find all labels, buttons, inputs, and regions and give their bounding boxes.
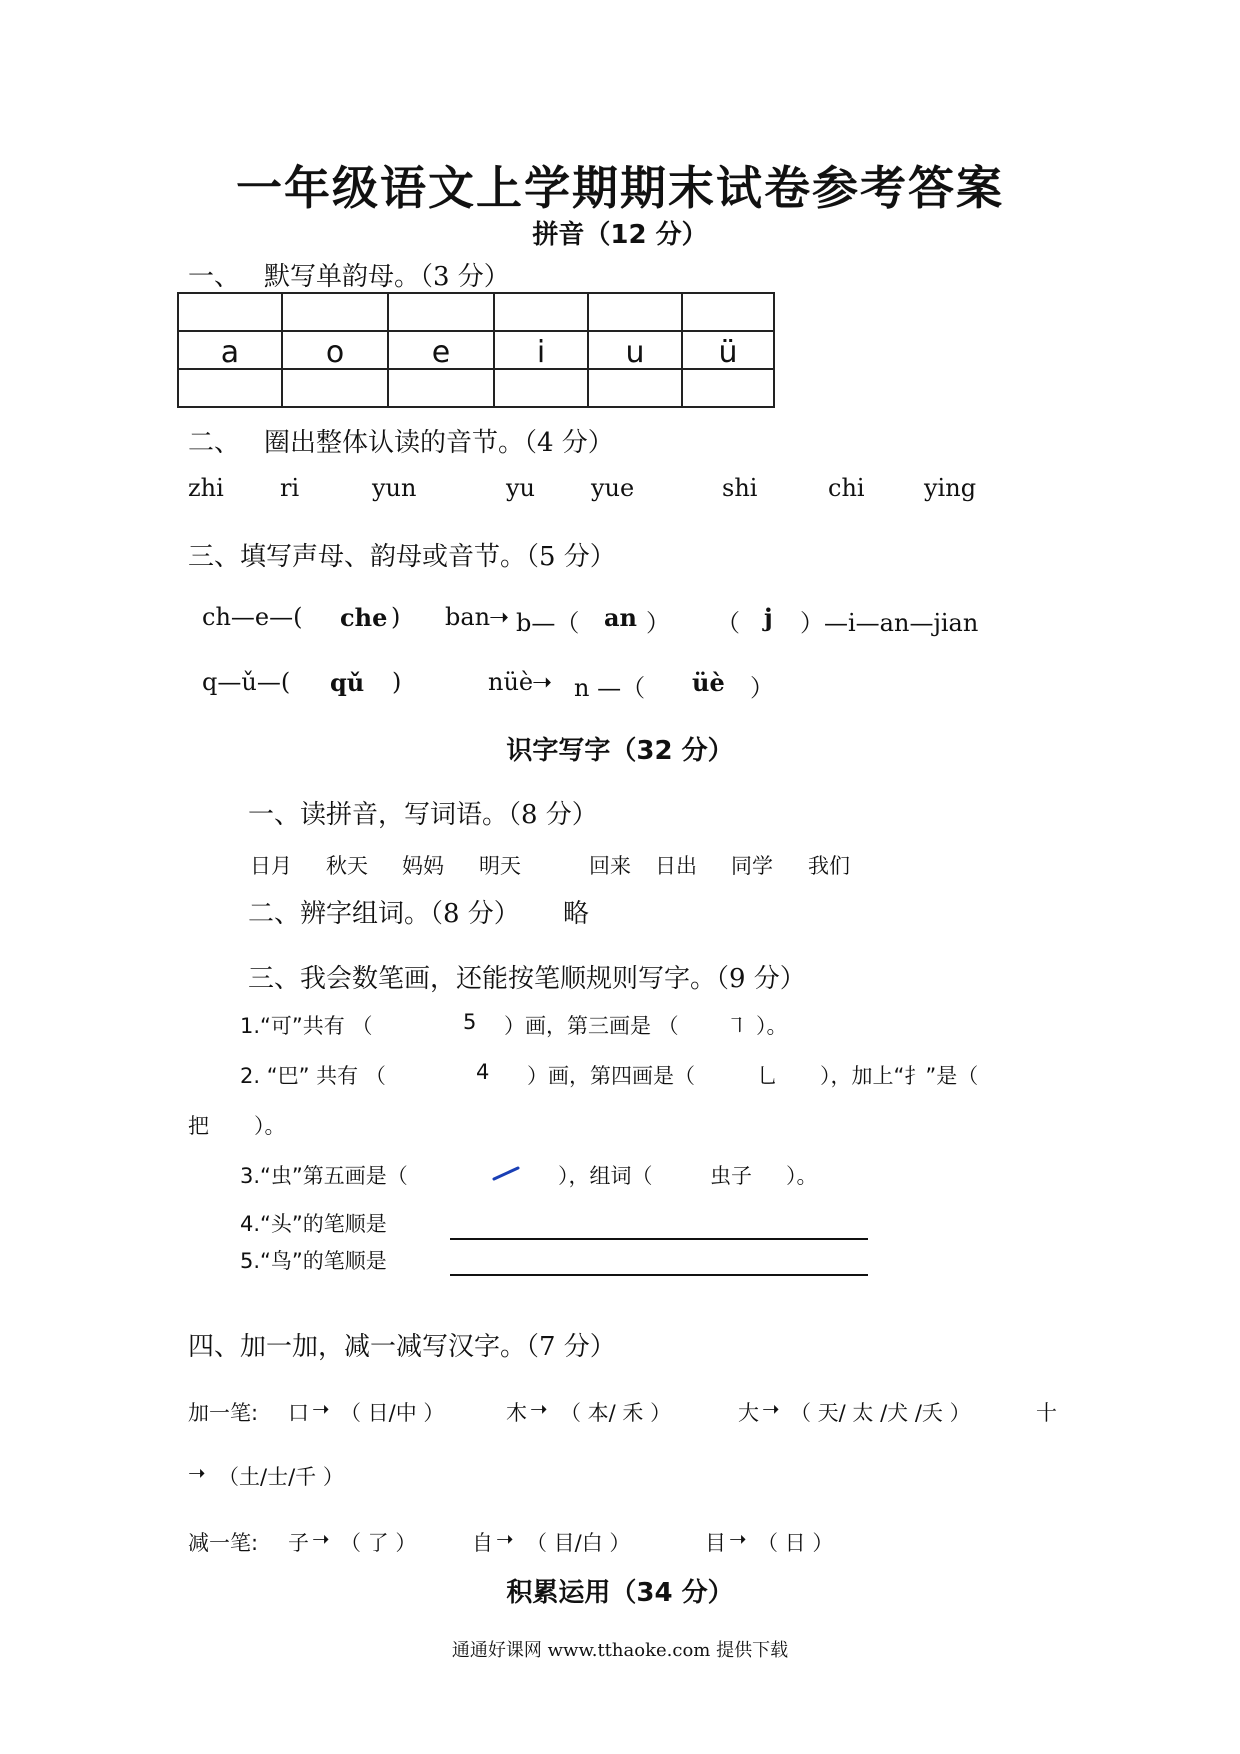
arrow-icon: ➝ <box>312 1397 330 1421</box>
stroke-question: 3.“虫”第五画是（ <box>240 1164 408 1188</box>
fill-answer: üè <box>692 668 725 697</box>
syllable: yu <box>506 474 536 502</box>
add-stroke-label: 加一笔: <box>188 1401 259 1425</box>
arrow-icon: ➝ <box>762 1397 780 1421</box>
stroke-question: ）。 <box>254 1114 286 1138</box>
question-label: 一、 <box>188 262 241 292</box>
fill-prompt: ） <box>750 674 774 702</box>
syllable: shi <box>722 474 758 502</box>
fill-prompt: b—（ <box>516 609 580 637</box>
fill-answer: an <box>604 603 637 632</box>
stroke-count: 4 <box>476 1060 490 1084</box>
char-answer: （ 日 ） <box>757 1531 834 1555</box>
fill-prompt: （ <box>716 609 740 637</box>
vowel-cell: i <box>494 331 588 369</box>
fill-prompt: q—ǔ—( <box>202 668 291 696</box>
word-answer: 同学 <box>731 854 773 878</box>
page-footer: 通通好课网 www.tthaoke.com 提供下载 <box>451 1640 789 1661</box>
char-answer: （ 目/白 ） <box>526 1531 631 1555</box>
fill-answer: che <box>340 603 388 632</box>
arrow-icon: ➝ <box>532 668 553 696</box>
arrow-icon: ➝ <box>489 603 510 631</box>
fill-prompt: ) <box>391 603 401 631</box>
vowel-grid <box>177 292 775 408</box>
source-char: 目 <box>705 1531 726 1555</box>
handwritten-stroke-mark <box>492 1163 522 1185</box>
vowel-cell: a <box>178 331 282 369</box>
source-char: 大 <box>738 1401 759 1425</box>
arrow-icon: ➝ <box>188 1461 206 1485</box>
question-text: 一、读拼音，写词语。（8 分） <box>248 800 598 830</box>
fill-prompt: nüè <box>488 668 534 696</box>
word-answer: 秋天 <box>326 854 368 878</box>
vowel-cell: u <box>588 331 682 369</box>
fill-answer: qǔ <box>330 668 365 697</box>
vowel-cell: o <box>282 331 388 369</box>
stroke-question: ），加上“扌”是（ <box>820 1064 979 1088</box>
syllable: ying <box>924 474 977 502</box>
source-char: 自 <box>472 1531 493 1555</box>
fill-answer: j <box>764 603 773 632</box>
question-text: 三、我会数笔画，还能按笔顺规则写字。（9 分） <box>248 964 806 994</box>
char-answer: （ 了 ） <box>340 1531 417 1555</box>
source-char: 木 <box>506 1401 527 1425</box>
section-heading-pinyin: 拼音（12 分） <box>532 220 708 250</box>
question-text: 默写单韵母。（3 分） <box>264 262 510 292</box>
fill-prompt: n —（ <box>574 674 646 702</box>
source-char: 子 <box>288 1531 309 1555</box>
section-heading-jilei: 积累运用（34 分） <box>506 1578 734 1608</box>
answer-line <box>450 1274 868 1276</box>
stroke-answer: 把 <box>188 1114 209 1138</box>
document-title: 一年级语文上学期期末试卷参考答案 <box>236 161 1004 215</box>
question-text: 圈出整体认读的音节。（4 分） <box>264 428 614 458</box>
syllable: chi <box>828 474 865 502</box>
vowel-cell: ü <box>682 331 774 369</box>
question-label: 二、 <box>188 428 241 458</box>
word-answer: 明天 <box>479 854 521 878</box>
subtract-stroke-label: 减一笔: <box>188 1531 259 1555</box>
fill-prompt: ) <box>392 668 402 696</box>
stroke-question: ）画，第三画是 （ <box>504 1014 679 1038</box>
char-answer: （ 本/ 禾 ） <box>560 1401 672 1425</box>
question-text: 三、填写声母、韵母或音节。（5 分） <box>188 542 616 572</box>
stroke-question: ）。 <box>756 1014 788 1038</box>
stroke-question: 2. “巴” 共有 （ <box>240 1064 386 1088</box>
fill-prompt: ） <box>646 609 670 637</box>
fill-prompt: ）—i—an—jian <box>800 609 979 637</box>
stroke-question: ）。 <box>786 1164 818 1188</box>
section-heading-shizi: 识字写字（32 分） <box>506 736 734 766</box>
stroke-question: 1.“可”共有 （ <box>240 1014 373 1038</box>
char-answer: （ 天/ 太 /犬 /夭 ） <box>790 1401 971 1425</box>
arrow-icon: ➝ <box>729 1527 747 1551</box>
syllable: ri <box>280 474 300 502</box>
syllable: zhi <box>188 474 224 502</box>
word-answer: 日出 <box>655 854 697 878</box>
word-answer: 我们 <box>808 854 850 878</box>
char-answer: （ 日/中 ） <box>340 1401 445 1425</box>
fill-prompt: ch—e—( <box>202 603 303 631</box>
arrow-icon: ➝ <box>312 1527 330 1551</box>
fill-prompt: ban <box>445 603 491 631</box>
stroke-count: 5 <box>463 1010 477 1034</box>
stroke-answer: 乚 <box>757 1064 778 1088</box>
stroke-answer: 虫子 <box>710 1164 752 1188</box>
arrow-icon: ➝ <box>530 1397 548 1421</box>
stroke-question: ），组词（ <box>558 1164 653 1188</box>
stroke-order-question: 5.“鸟”的笔顺是 <box>240 1249 387 1273</box>
syllable: yue <box>591 474 635 502</box>
question-text: 四、加一加，减一减写汉字。（7 分） <box>188 1332 616 1362</box>
word-answer: 妈妈 <box>402 854 444 878</box>
stroke-order-question: 4.“头”的笔顺是 <box>240 1212 387 1236</box>
char-answer: （土/士/千 ） <box>218 1465 344 1489</box>
source-char: 口 <box>288 1401 309 1425</box>
word-answer: 回来 <box>589 854 631 878</box>
stroke-question: ）画，第四画是（ <box>527 1064 695 1088</box>
syllable: yun <box>372 474 417 502</box>
answer-text: 略 <box>563 899 590 929</box>
word-answer: 日月 <box>250 854 292 878</box>
stroke-answer: ㇕ <box>726 1014 747 1038</box>
source-char: 十 <box>1036 1401 1057 1425</box>
arrow-icon: ➝ <box>496 1527 514 1551</box>
question-text: 二、辨字组词。（8 分） <box>248 899 520 929</box>
answer-line <box>450 1238 868 1240</box>
vowel-cell: e <box>388 331 494 369</box>
